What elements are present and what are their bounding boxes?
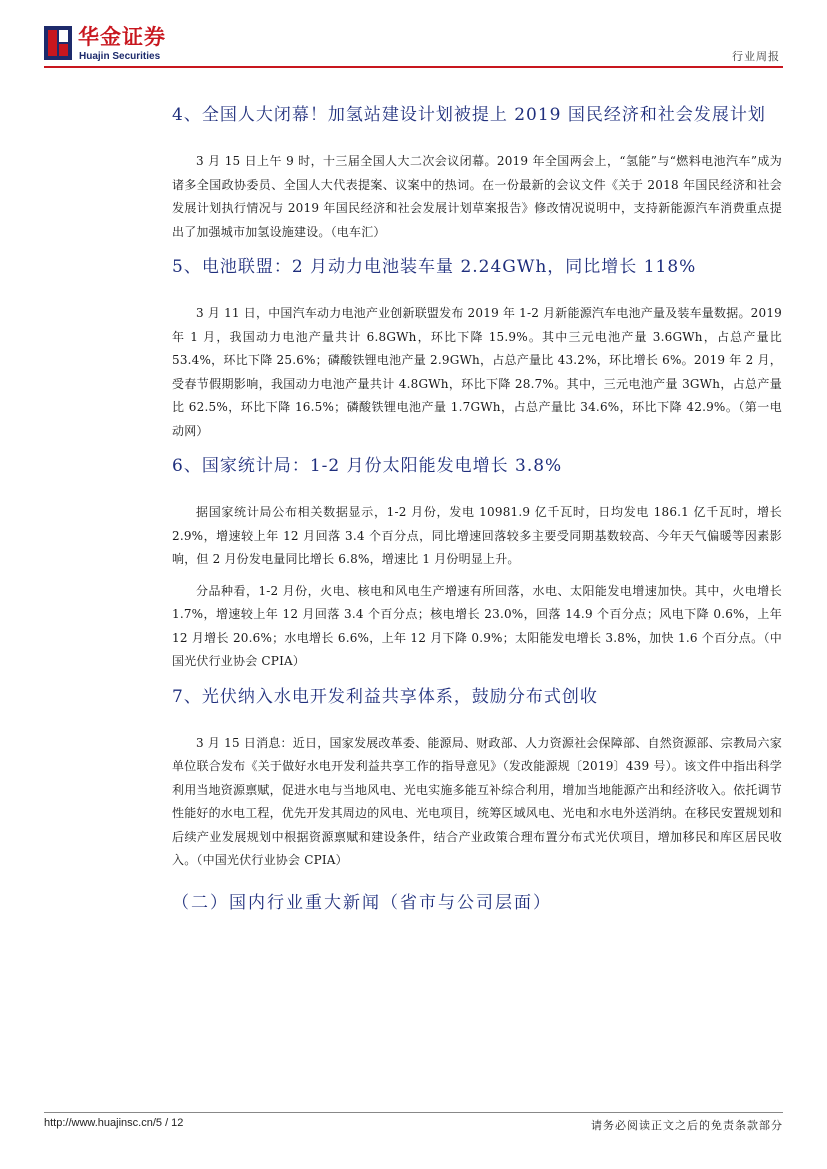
page-number: 5 / 12 <box>155 1117 184 1129</box>
subsection-title: （二）国内行业重大新闻（省市与公司层面） <box>172 892 552 913</box>
section-title: 7、光伏纳入水电开发利益共享体系，鼓励分布式创收 <box>172 686 598 707</box>
header-divider <box>44 66 783 68</box>
section-paragraph: 3 月 11 日，中国汽车动力电池产业创新联盟发布 2019 年 1-2 月新能源汽车电池产量及装车量数据。2019 年 1 月，我国动力电池产量共计 6.8GWh，环比下降 15.9%。其中三元电池产量 3.6GWh，占总产量比 53.4%，环比下降 25.6%；磷酸铁锂电池产量 2.9GWh，占总产量比 43.2%，环比增长 6%。2019 年 2 月，受春节假期影响，我国动力电池产量共计 4.8GWh，环比下降 28.7%。其中，三元电池产量 3GWh，占总产量比 62.5%，环比下降 16.5%；磷酸铁锂电池产量 1.7GWh，占总产量比 34.6%，环比下降 42.9%。（第一电动网） <box>172 306 782 438</box>
report-type-label: 行业周报 <box>732 50 780 63</box>
footer-disclaimer: 请务必阅读正文之后的免责条款部分 <box>591 1119 783 1132</box>
news-section-4 <box>172 92 782 244</box>
section-title: 5、电池联盟：2 月动力电池装车量 2.24GWh，同比增长 118% <box>172 257 697 277</box>
footer-url[interactable] <box>44 1117 183 1129</box>
huajin-logo-icon <box>44 26 72 60</box>
section-title: 6、国家统计局：1-2 月份太阳能发电增长 3.8% <box>172 456 563 476</box>
company-logo <box>44 24 194 64</box>
section-paragraph: 3 月 15 日上午 9 时，十三届全国人大二次会议闭幕。2019 年全国两会上，“氢能”与“燃料电池汽车”成为诸多全国政协委员、全国人大代表提案、议案中的热词。在一份最新的会议文件《关于 2018 年国民经济和社会发展计划执行情况与 2019 年国民经济和社会发展计划草案报告》修改情况说明中，支持新能源汽车消费重点提出了加强城市加氢设施建设。（电车汇） <box>172 154 782 239</box>
news-section-7 <box>172 674 782 873</box>
website-link[interactable]: http://www.huajinsc.cn/ <box>44 1117 156 1129</box>
page-header <box>0 0 827 72</box>
brand-name-en: Huajin Securities <box>79 51 161 62</box>
news-section-5 <box>172 244 782 443</box>
section-paragraph: 分品种看，1-2 月份，火电、核电和风电生产增速有所回落，水电、太阳能发电增速加快。其中，火电增长 1.7%，增速较上年 12 月回落 3.4 个百分点；核电增长 23.0%，回落 14.9 个百分点；风电下降 0.6%，上年 12 月增长 20.6%；水电增长 6.6%，上年 12 月下降 0.9%；太阳能发电增长 3.8%，加快 1.6 个百分点。（中国光伏行业协会 CPIA） <box>172 583 782 668</box>
footer-divider <box>44 1112 783 1113</box>
article-body <box>172 92 782 923</box>
brand-name-cn: 华金证券 <box>78 25 166 49</box>
section-paragraph: 据国家统计局公布相关数据显示，1-2 月份，发电 10981.9 亿千瓦时，日均发电 186.1 亿千瓦时，增长 2.9%，增速较上年 12 月回落 3.4 个百分点，同比增速回落较多主要受同期基数较高、今年天气偏暖等因素影响，但 2 月份发电量同比增长 6.8%，增速比 1 月份明显上升。 <box>172 505 782 566</box>
section-paragraph: 3 月 15 日消息：近日，国家发展改革委、能源局、财政部、人力资源社会保障部、自然资源部、宗教局六家单位联合发布《关于做好水电开发利益共享工作的指导意见》（发改能源规〔2019〕439 号）。该文件中指出科学利用当地资源禀赋，促进水电与当地风电、光电实施多能互补综合利用，增加当地能源产出和经济收入。依托调节性能好的水电工程，优先开发其周边的风电、光电项目，统筹区域风电、光电和水电外送消纳。在移民安置规划和后续产业发展规划中根据资源禀赋和建设条件，结合产业政策合理布置分布式光伏项目，增加移民和库区居民收入。（中国光伏行业协会 CPIA） <box>172 735 783 867</box>
news-section-6 <box>172 443 782 674</box>
section-title: 4、全国人大闭幕！加氢站建设计划被提上 2019 国民经济和社会发展计划 <box>172 105 766 125</box>
